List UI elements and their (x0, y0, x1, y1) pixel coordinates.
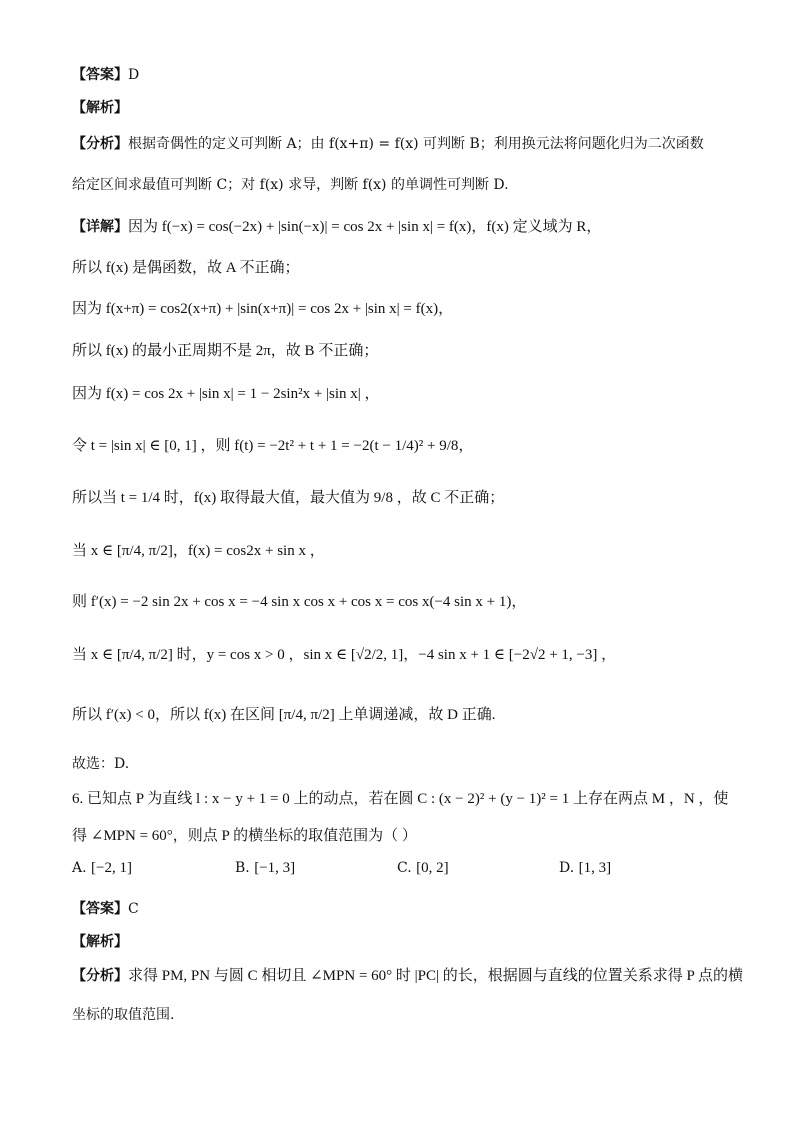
answer-tag-2: 【答案】 (72, 901, 128, 917)
option-d (559, 860, 611, 877)
detail-line-2: 因为 f(x+π) = cos2(x+π) + |sin(x+π)| = cos 2x + |sin x| = f(x)， (72, 301, 454, 317)
fenxi-tag-2: 【分析】 (72, 968, 128, 984)
fenxi-line-2: 给定区间求最值可判断 C；对 f(x) 求导，判断 f(x) 的单调性可判断 D. (72, 177, 509, 193)
detail-line-9: 当 x ∈ [π/4, π/2] 时，y = cos x > 0 ，sin x ∈ [√2/2, 1]，−4 sin x + 1 ∈ [−2√2 + 1, −3] ， (72, 647, 617, 663)
option-d-value: [1, 3] (578, 860, 612, 876)
option-b (235, 860, 295, 877)
detail-text-0: 因为 f(−x) = cos(−2x) + |sin(−x)| = cos 2x + |sin x| = f(x)，f(x) 定义域为 R， (128, 219, 602, 235)
fenxi-tag: 【分析】 (72, 136, 128, 152)
analysis-heading-1: 【解析】 (72, 100, 128, 116)
fenxi-text-1: 根据奇偶性的定义可判断 A；由 f(x+π) = f(x) 可判断 B；利用换元法将问题化归为二次函数 (128, 136, 704, 152)
detail-line-0 (72, 217, 732, 237)
detail-line-10: 所以 f′(x) < 0，所以 f(x) 在区间 [π/4, π/2] 上单调递减，故 D 正确. (72, 707, 496, 723)
answer-value-2: C (128, 901, 139, 917)
option-d-label: D. (559, 860, 575, 876)
fenxi-2-line-2: 坐标的取值范围. (72, 1007, 175, 1023)
detail-line-8: 则 f′(x) = −2 sin 2x + cos x = −4 sin x cos x + cos x = cos x(−4 sin x + 1)， (72, 594, 527, 610)
detail-line-7: 当 x ∈ [π/4, π/2]，f(x) = cos2x + sin x ， (72, 543, 325, 559)
question-6-options (72, 860, 732, 882)
fenxi-2-text-1: 求得 PM, PN 与圆 C 相切且 ∠MPN = 60° 时 |PC| 的长，根据圆与直线的位置关系求得 P 点的横 (128, 968, 744, 984)
fenxi-2-line-1 (72, 966, 744, 986)
option-b-label: B. (235, 860, 250, 876)
answer-line-2 (72, 899, 732, 919)
answer-line-1 (72, 65, 732, 85)
answer-tag: 【答案】 (72, 67, 128, 83)
answer-value: D (128, 67, 140, 83)
option-c-label: C. (397, 860, 412, 876)
detail-line-4: 因为 f(x) = cos 2x + |sin x| = 1 − 2sin²x + |sin x| ， (72, 386, 380, 402)
detail-line-5: 令 t = |sin x| ∈ [0, 1] ，则 f(t) = −2t² + t + 1 = −2(t − 1/4)² + 9/8， (72, 438, 474, 454)
option-b-value: [−1, 3] (254, 860, 296, 876)
option-c-value: [0, 2] (416, 860, 449, 876)
option-a-value: [−2, 1] (91, 860, 132, 876)
fenxi-line-1 (72, 134, 732, 154)
question-6-line-1: 6. 已知点 P 为直线 l : x − y + 1 = 0 上的动点，若在圆 C : (x − 2)² + (y − 1)² = 1 上存在两点 M ，N ，使 (72, 791, 729, 807)
detail-line-11: 故选：D. (72, 756, 130, 772)
detail-line-3: 所以 f(x) 的最小正周期不是 2π，故 B 不正确； (72, 343, 379, 359)
option-a-label: A. (72, 860, 87, 876)
option-a (72, 860, 132, 877)
detail-tag: 【详解】 (72, 219, 128, 235)
detail-line-1: 所以 f(x) 是偶函数，故 A 不正确； (72, 260, 300, 276)
question-6-line-2: 得 ∠MPN = 60°，则点 P 的横坐标的取值范围为（ ） (72, 828, 417, 844)
option-c (397, 860, 449, 877)
analysis-heading-2: 【解析】 (72, 934, 128, 950)
detail-line-6: 所以当 t = 1/4 时，f(x) 取得最大值，最大值为 9/8 ，故 C 不正确； (72, 490, 505, 506)
